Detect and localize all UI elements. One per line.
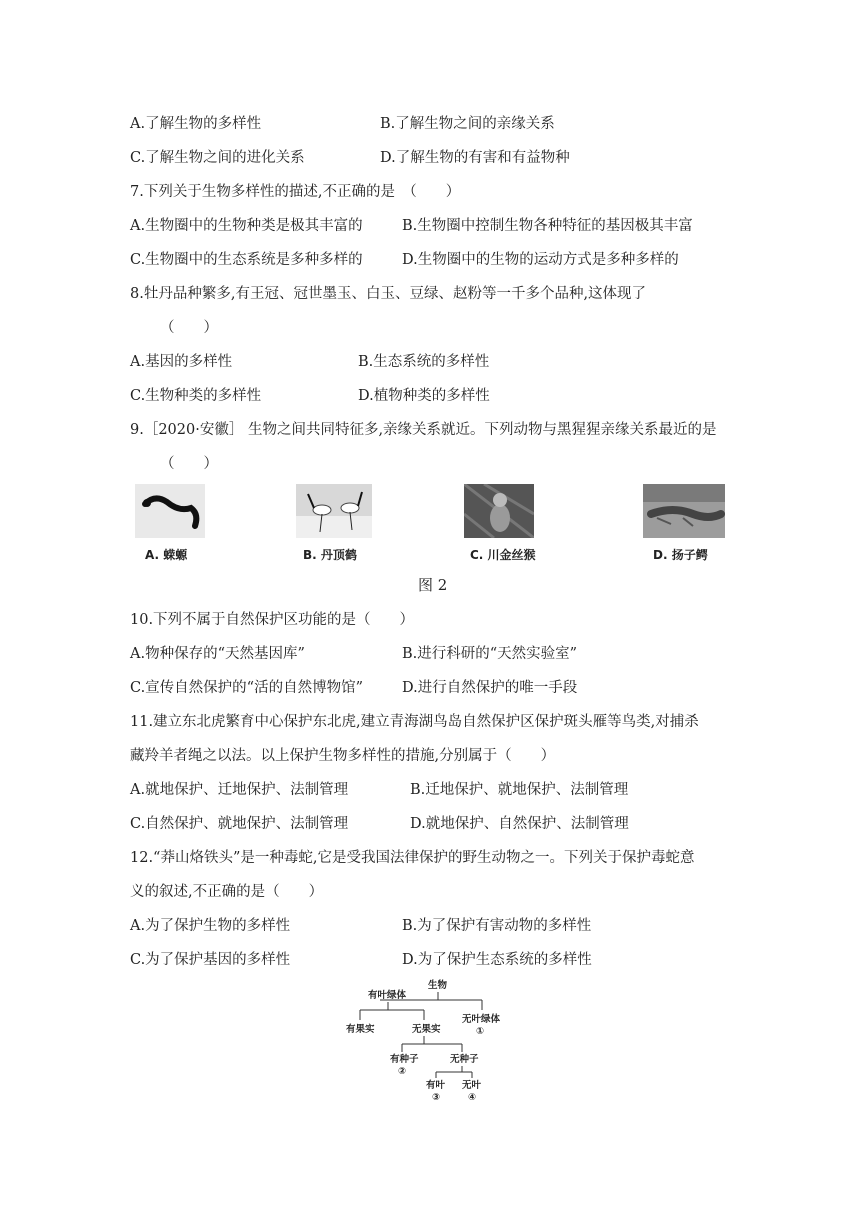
q12-option-a: A.为了保护生物的多样性 xyxy=(130,918,291,934)
q8-option-d: D.植物种类的多样性 xyxy=(358,388,490,404)
figure-caption-a: A. 蝾螈 xyxy=(145,548,188,562)
q10-option-b: B.进行科研的“天然实验室” xyxy=(402,646,578,662)
alligator-photo xyxy=(643,484,725,538)
classification-tree xyxy=(340,972,520,1112)
tree-node-3: ③ xyxy=(432,1092,441,1103)
q12-option-d: D.为了保护生态系统的多样性 xyxy=(402,952,592,968)
figure-caption-d: D. 扬子鳄 xyxy=(653,548,708,562)
q6-option-b: B.了解生物之间的亲缘关系 xyxy=(380,116,555,132)
tree-node-4: ④ xyxy=(468,1092,477,1103)
q8-option-b: B.生态系统的多样性 xyxy=(358,354,490,370)
q12-option-b: B.为了保护有害动物的多样性 xyxy=(402,918,592,934)
q8-option-a: A.基因的多样性 xyxy=(130,354,233,370)
crane-photo xyxy=(296,484,372,538)
tree-has-fruit: 有果实 xyxy=(346,1024,375,1035)
q7-option-a: A.生物圈中的生物种类是极其丰富的 xyxy=(130,218,363,234)
q7-option-d: D.生物圈中的生物的运动方式是多种多样的 xyxy=(402,252,679,268)
figure-caption-c: C. 川金丝猴 xyxy=(470,548,536,562)
q9-stem: 9.［2020·安徽］ 生物之间共同特征多,亲缘关系就近。下列动物与黑猩猩亲缘关系最近的是 xyxy=(130,422,717,438)
q8-stem: 8.牡丹品种繁多,有王冠、冠世墨玉、白玉、豆绿、赵粉等一千多个品种,这体现了 xyxy=(130,286,647,302)
tree-has-chloroplast: 有叶绿体 xyxy=(368,990,407,1001)
q12-option-c: C.为了保护基因的多样性 xyxy=(130,952,291,968)
q6-option-a: A.了解生物的多样性 xyxy=(130,116,262,132)
q7-option-c: C.生物圈中的生态系统是多种多样的 xyxy=(130,252,363,268)
q6-option-c: C.了解生物之间的进化关系 xyxy=(130,150,305,166)
q11-option-c: C.自然保护、就地保护、法制管理 xyxy=(130,816,349,832)
golden-monkey-photo xyxy=(464,484,534,538)
tree-no-leaf: 无叶 xyxy=(462,1080,482,1091)
q12-stem-line1: 12.“莽山烙铁头”是一种毒蛇,它是受我国法律保护的野生动物之一。下列关于保护毒蛇意 xyxy=(130,850,695,866)
q10-option-c: C.宣传自然保护的“活的自然博物馆” xyxy=(130,680,364,696)
q6-option-d: D.了解生物的有害和有益物种 xyxy=(380,150,570,166)
q11-option-b: B.迁地保护、就地保护、法制管理 xyxy=(410,782,629,798)
figure-caption-b: B. 丹顶鹤 xyxy=(303,548,357,562)
figure-label: 图 2 xyxy=(418,576,448,594)
q10-option-d: D.进行自然保护的唯一手段 xyxy=(402,680,578,696)
tree-no-fruit: 无果实 xyxy=(412,1024,441,1035)
tree-node-1: ① xyxy=(476,1026,485,1037)
salamander-photo xyxy=(135,484,205,538)
q7-option-b: B.生物圈中控制生物各种特征的基因极其丰富 xyxy=(402,218,693,234)
tree-node-2: ② xyxy=(398,1066,407,1077)
tree-no-chloroplast: 无叶绿体 xyxy=(462,1014,501,1025)
q8-blank: （ ） xyxy=(160,320,218,336)
tree-has-seed: 有种子 xyxy=(390,1054,419,1065)
q10-option-a: A.物种保存的“天然基因库” xyxy=(130,646,305,662)
q7-stem: 7.下列关于生物多样性的描述,不正确的是 （ ） xyxy=(130,184,461,200)
tree-no-seed: 无种子 xyxy=(450,1054,479,1065)
q11-stem-line2: 藏羚羊者绳之以法。以上保护生物多样性的措施,分别属于（ ） xyxy=(130,748,556,764)
q11-option-d: D.就地保护、自然保护、法制管理 xyxy=(410,816,629,832)
q11-stem-line1: 11.建立东北虎繁育中心保护东北虎,建立青海湖鸟岛自然保护区保护斑头雁等鸟类,对捕杀 xyxy=(130,714,699,730)
q11-option-a: A.就地保护、迁地保护、法制管理 xyxy=(130,782,349,798)
tree-has-leaf: 有叶 xyxy=(426,1080,446,1091)
q9-blank: （ ） xyxy=(160,456,218,472)
tree-root: 生物 xyxy=(428,980,448,991)
q10-stem: 10.下列不属于自然保护区功能的是（ ） xyxy=(130,612,415,628)
q8-option-c: C.生物种类的多样性 xyxy=(130,388,262,404)
q12-stem-line2: 义的叙述,不正确的是（ ） xyxy=(130,884,324,900)
